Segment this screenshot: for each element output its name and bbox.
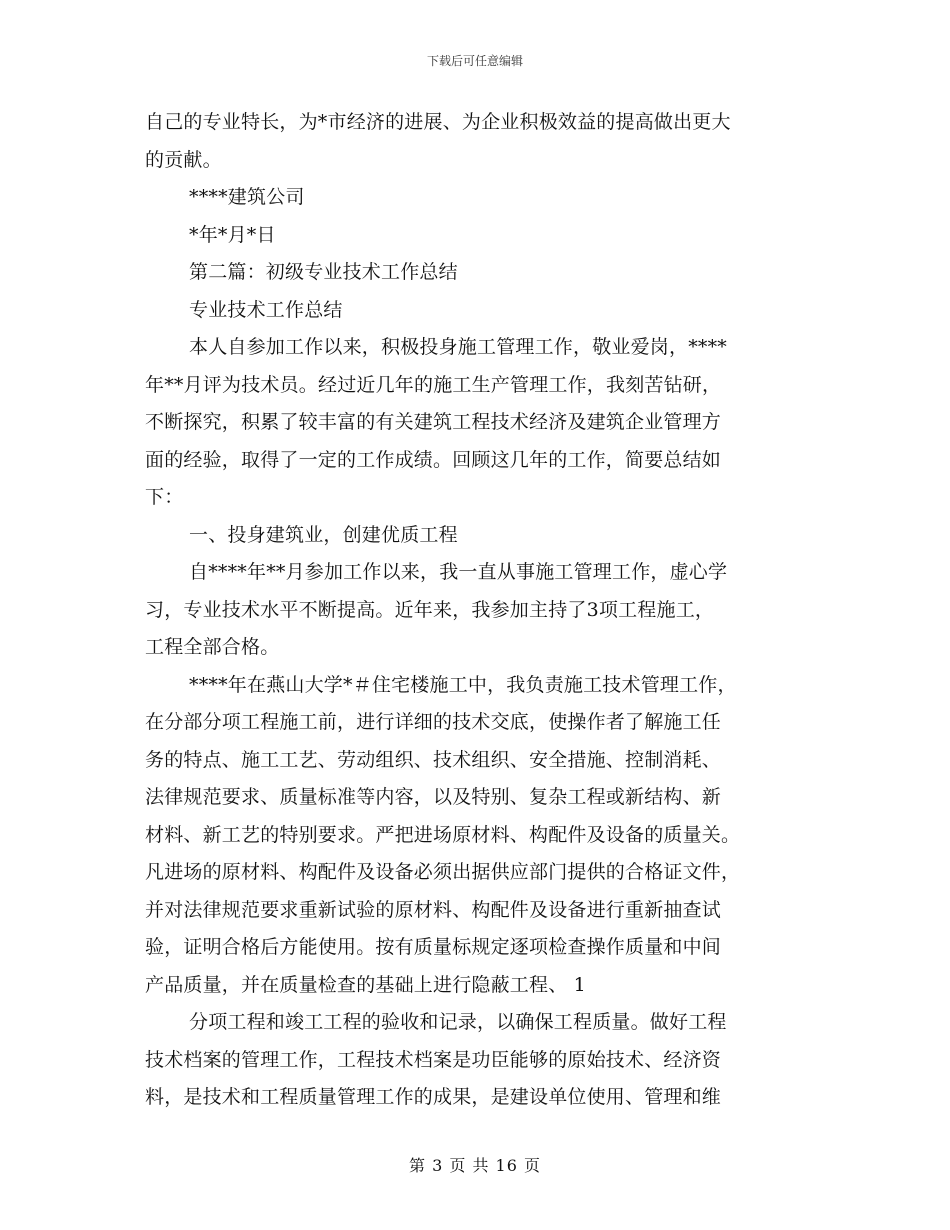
text-line: 材料、新工艺的特别要求。严把进场原材料、构配件及设备的质量关。 xyxy=(145,823,741,846)
document-title: 专业技术工作总结 xyxy=(189,298,343,321)
page-header: 下载后可任意编辑 xyxy=(426,54,523,68)
text-line: ****建筑公司 xyxy=(189,186,305,208)
text-line: 习，专业技术水平不断提高。近年来，我参加主持了3项工程施工， xyxy=(145,598,715,621)
text-line: 下： xyxy=(145,486,184,508)
text-line: 务的特点、施工工艺、劳动组织、技术组织、安全措施、控制消耗、 xyxy=(145,748,722,771)
text-line: ****年在燕山大学*＃住宅楼施工中，我负责施工技术管理工作， xyxy=(189,673,737,696)
section-heading: 第二篇：初级专业技术工作总结 xyxy=(189,261,458,283)
section-heading: 一、投身建筑业，创建优质工程 xyxy=(189,523,458,546)
text-line: 料，是技术和工程质量管理工作的成果，是建设单位使用、管理和维 xyxy=(145,1086,722,1108)
text-line: 自己的专业特长，为*市经济的进展、为企业积极效益的提高做出更大 xyxy=(145,111,731,133)
text-line: 并对法律规范要求重新试验的原材料、构配件及设备进行重新抽查试 xyxy=(145,898,722,921)
text-line: 技术档案的管理工作，工程技术档案是功臣能够的原始技术、经济资 xyxy=(145,1048,722,1071)
text-line: 不断探究，积累了较丰富的有关建筑工程技术经济及建筑企业管理方 xyxy=(145,411,722,433)
text-line: 分项工程和竣工工程的验收和记录，以确保工程质量。做好工程 xyxy=(189,1011,727,1033)
text-line: 年**月评为技术员。经过近几年的施工生产管理工作，我刻苦钻研， xyxy=(145,373,722,396)
text-line: 本人自参加工作以来，积极投身施工管理工作，敬业爱岗，**** xyxy=(189,336,728,358)
text-line: 面的经验，取得了一定的工作成绩。回顾这几年的工作，简要总结如 xyxy=(145,448,722,471)
text-line: 在分部分项工程施工前，进行详细的技术交底，使操作者了解施工任 xyxy=(145,711,722,733)
page-footer: 第 3 页 共 16 页 xyxy=(409,1156,541,1175)
document-body xyxy=(145,104,805,1117)
text-line: 工程全部合格。 xyxy=(145,636,280,658)
text-line: 自****年**月参加工作以来，我一直从事施工管理工作，虚心学 xyxy=(189,561,728,583)
text-line: 的贡献。 xyxy=(145,148,222,171)
text-line: 凡进场的原材料、构配件及设备必须出据供应部门提供的合格证文件， xyxy=(145,861,741,883)
text-line: 法律规范要求、质量标准等内容，以及特别、复杂工程或新结构、新 xyxy=(145,786,722,808)
text-line: 产品质量，并在质量检查的基础上进行隐蔽工程、 1 xyxy=(145,973,586,996)
text-line: 验，证明合格后方能使用。按有质量标规定逐项检查操作质量和中间 xyxy=(145,936,722,958)
text-line: *年*月*日 xyxy=(189,223,276,246)
